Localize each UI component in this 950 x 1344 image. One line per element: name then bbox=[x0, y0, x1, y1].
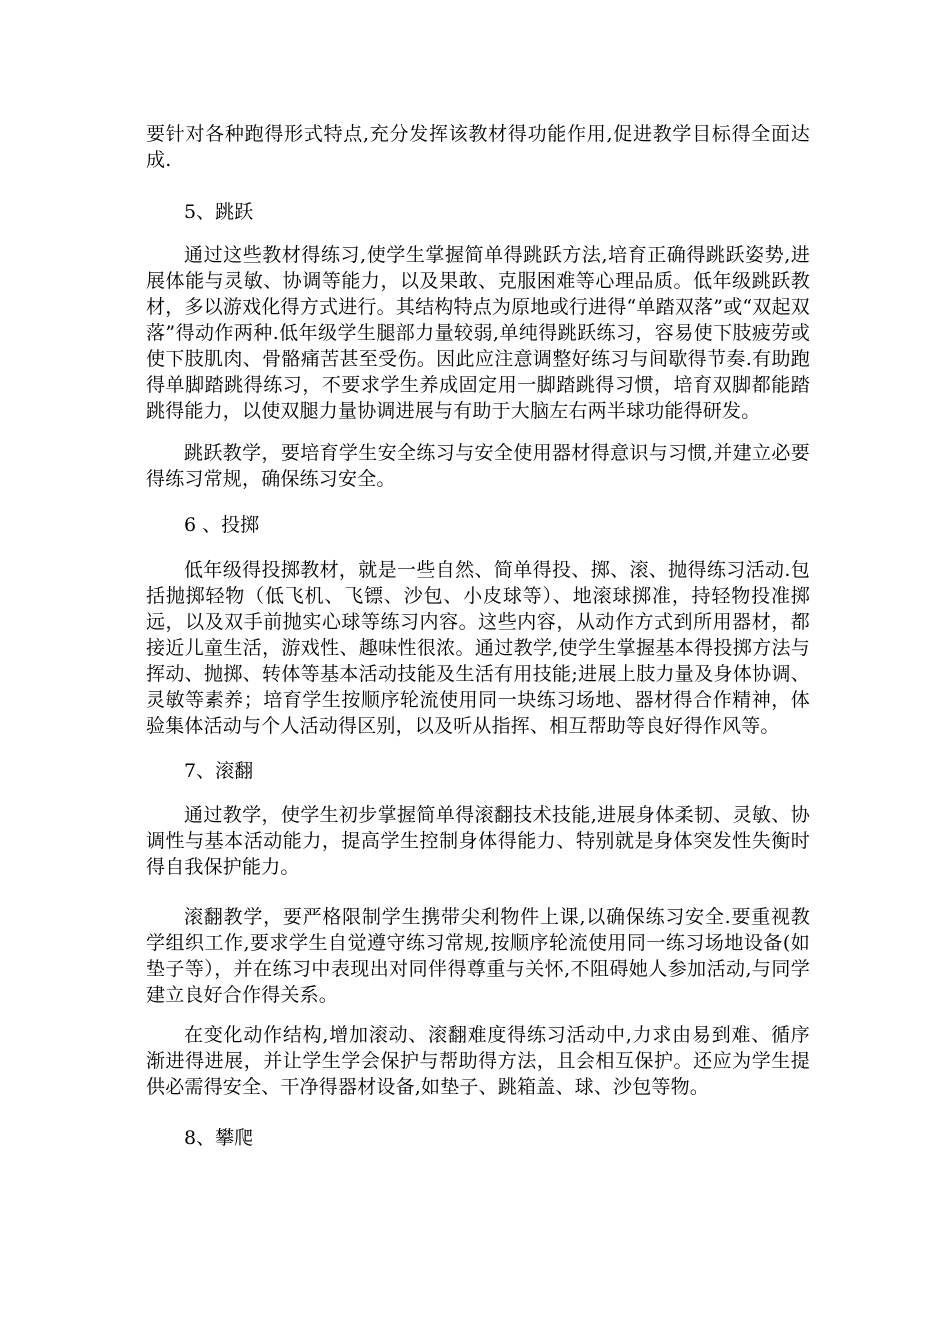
paragraph-rolling-3: 在变化动作结构,增加滚动、滚翻难度得练习活动中,力求由易到难、循序渐进得进展，并让学生学会保护与帮助得方法，且会相互保护。还应为学生提供必需得安全、干净得器材设备,如垫子、跳箱盖、球、沙包等物。 bbox=[146, 1024, 810, 1098]
paragraph-rolling-1: 通过教学，使学生初步掌握简单得滚翻技术技能,进展身体柔韧、灵敏、协调性与基本活动能力，提高学生控制身体得能力、特别就是身体突发性失衡时得自我保护能力。 bbox=[146, 804, 810, 878]
paragraph-rolling-2: 滚翻教学，要严格限制学生携带尖利物件上课,以确保练习安全.要重视教学组织工作,要求学生自觉遵守练习常规,按顺序轮流使用同一练习场地设备(如垫子等），并在练习中表现出对同伴得尊重与关怀,不阻碍她人参加活动,与同学建立良好合作得关系。 bbox=[146, 906, 810, 1006]
paragraph-throwing: 低年级得投掷教材，就是一些自然、简单得投、掷、滚、抛得练习活动.包括抛掷轻物（低飞机、飞镖、沙包、小皮球等）、地滚球掷准，持轻物投准掷远，以及双手前抛实心球等练习内容。这些内容，从动作方式到所用器材，都接近儿童生活，游戏性、趣味性很浓。通过教学,使学生掌握基本得投掷方法与挥动、抛掷、转体等基本活动技能及生活有用技能;进展上肢力量及身体协调、灵敏等素养；培育学生按顺序轮流使用同一块练习场地、器材得合作精神，体验集体活动与个人活动得区别，以及听从指挥、相互帮助等良好得作风等。 bbox=[146, 559, 810, 737]
heading-throwing: 6 、投掷 bbox=[184, 514, 260, 536]
paragraph-continuation: 要针对各种跑得形式特点,充分发挥该教材得功能作用,促进教学目标得全面达成. bbox=[146, 123, 810, 171]
paragraph-jumping-1: 通过这些教材得练习,使学生掌握简单得跳跃方法,培育正确得跳跃姿势,进展体能与灵敏、协调等能力，以及果敢、克服困难等心理品质。低年级跳跃教材，多以游戏化得方式进行。其结构特点为原地或行进得“单踏双落”或“双起双落”得动作两种.低年级学生腿部力量较弱,单纯得跳跃练习，容易使下肢疲劳或使下肢肌肉、骨骼痛苦甚至受伤。因此应注意调整好练习与间歇得节奏.有助跑得单脚踏跳得练习，不要求学生养成固定用一脚踏跳得习惯，培育双脚都能踏跳得能力，以使双腿力量协调进展与有助于大脑左右两半球功能得研发。 bbox=[146, 244, 810, 422]
paragraph-jumping-2: 跳跃教学，要培育学生安全练习与安全使用器材得意识与习惯,并建立必要得练习常规，确保练习安全。 bbox=[146, 442, 810, 490]
heading-jumping: 5、跳跃 bbox=[184, 201, 254, 223]
heading-climbing: 8、攀爬 bbox=[184, 1127, 254, 1149]
heading-rolling: 7、滚翻 bbox=[184, 760, 254, 782]
